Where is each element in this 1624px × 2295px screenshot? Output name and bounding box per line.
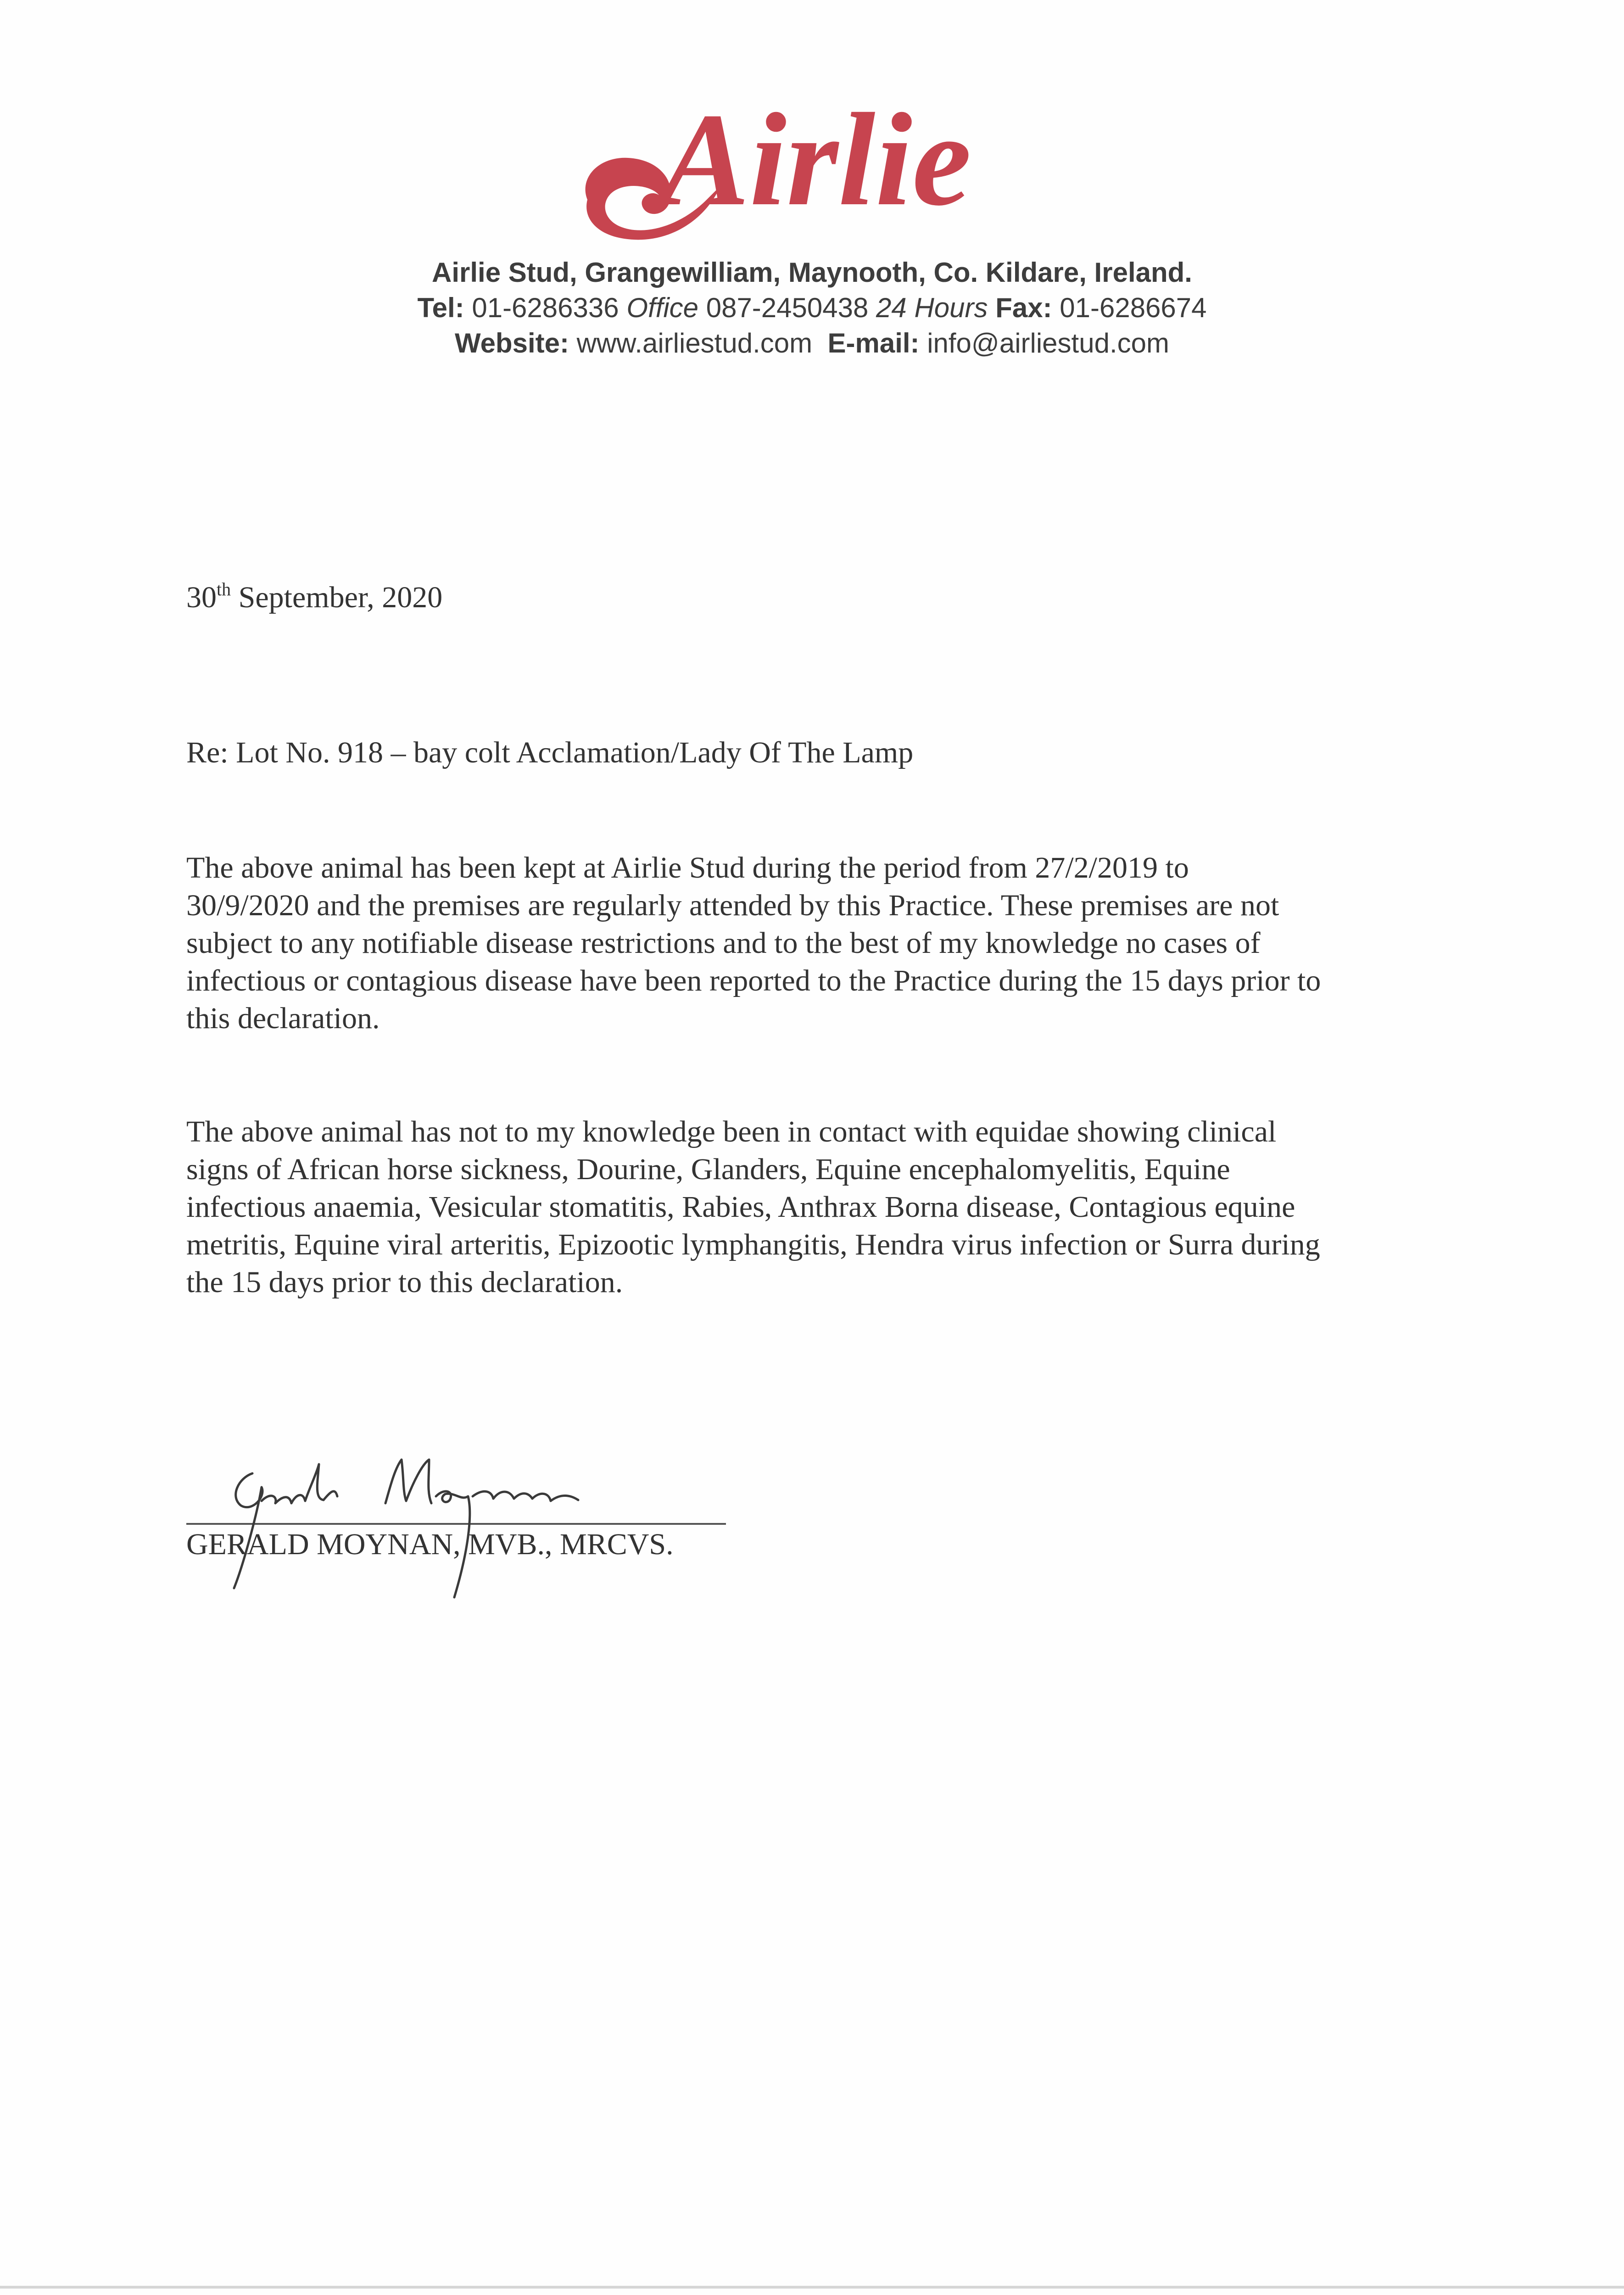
date-day: 30 [186,581,217,614]
hours-label: 24 Hours [876,292,988,323]
office-label: Office [626,292,699,323]
website-label: Website: [455,328,569,358]
date-rest: September, 2020 [238,581,443,614]
fax-label: Fax: [995,292,1052,323]
paragraph-line: infectious or contagious disease have been reported to the Practice during the 15 days prior to [186,964,1321,997]
paragraph-line: the 15 days prior to this declaration. [186,1265,623,1299]
tel-24h: 087-2450438 [706,292,869,323]
email-link[interactable]: info@airliestud.com [927,328,1169,358]
email-label: E-mail: [827,328,920,358]
paragraph-line: metritis, Equine viral arteritis, Epizootic lymphangitis, Hendra virus infection or Surra during [186,1228,1320,1261]
paragraph-line: signs of African horse sickness, Dourine, Glanders, Equine encephalomyelitis, Equine [186,1153,1230,1186]
paragraph-line: this declaration. [186,1002,380,1035]
letter-date [186,579,442,620]
tel-office: 01-6286336 [472,292,619,323]
signatory-name: GERALD MOYNAN, MVB., MRCVS. [186,1528,674,1561]
handwritten-signature [197,1446,647,1629]
paragraph-line: infectious anaemia, Vesicular stomatitis, Rabies, Anthrax Borna disease, Contagious equine [186,1190,1295,1224]
letterhead-contact [0,255,1624,361]
phone-line [0,290,1624,325]
paragraph-line: The above animal has been kept at Airlie Stud during the period from 27/2/2019 to [186,851,1189,884]
paragraph-line: 30/9/2020 and the premises are regularly attended by this Practice. These premises are not [186,889,1279,922]
paragraph-contact [186,1113,1434,1301]
logo-wordmark: Airlie [661,86,971,233]
company-address: Airlie Stud, Grangewilliam, Maynooth, Co. Kildare, Ireland. [432,257,1192,288]
fax-number: 01-6286674 [1060,292,1207,323]
paragraph-line: subject to any notifiable disease restrictions and to the best of my knowledge no cases of [186,926,1261,960]
website-link[interactable]: www.airliestud.com [576,328,813,358]
subject-line: Re: Lot No. 918 – bay colt Acclamation/Lady Of The Lamp [186,736,914,769]
airlie-logo [569,80,1046,246]
web-line [0,325,1624,361]
scan-edge-shadow [0,2286,1624,2289]
paragraph-premises [186,849,1434,1037]
tel-label: Tel: [417,292,464,323]
date-suffix: th [217,579,231,599]
paragraph-line: The above animal has not to my knowledge been in contact with equidae showing clinical [186,1115,1277,1148]
